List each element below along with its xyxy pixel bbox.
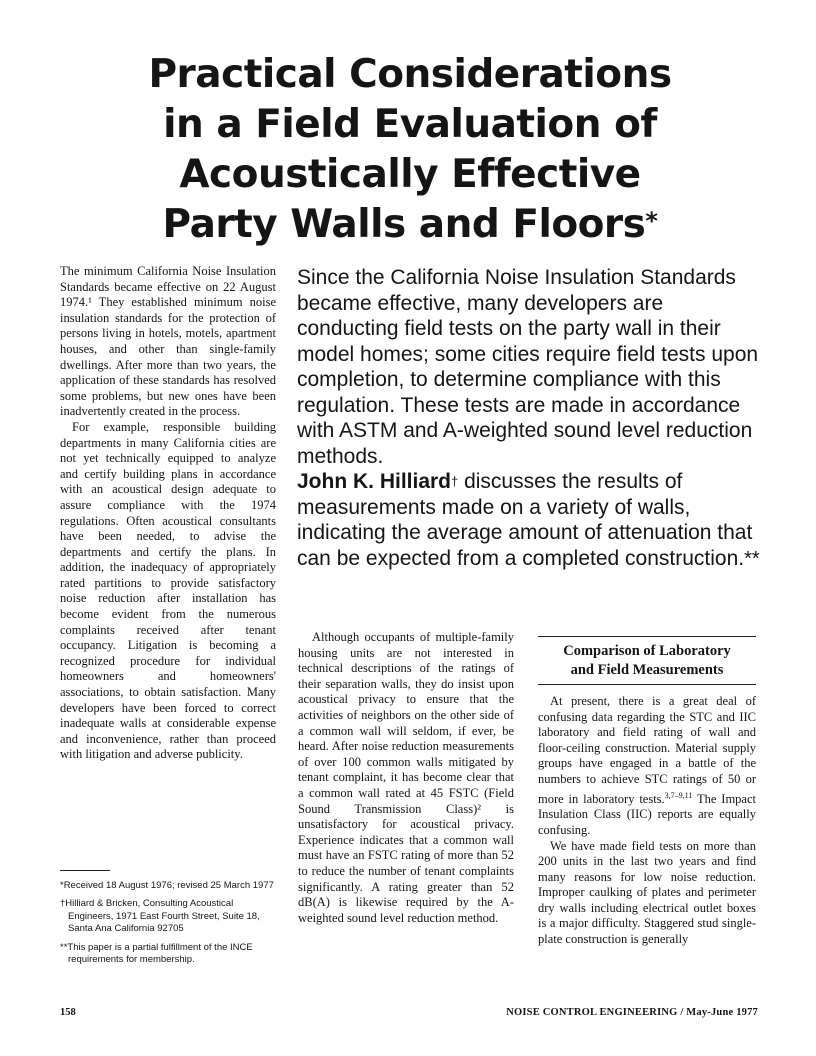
section-heading-line-2: and Field Measurements [570,662,724,678]
column3-paragraph-1-text-a: At present, there is a great deal of confusing data regarding the STC and IIC laboratory and field rating of wall and floor-ceiling construction. Material supply groups have engaged in a battle of the numbers to achieve STC ratings of 50 or more in laboratory tests. [538,694,756,806]
column1-paragraph-2: For example, responsible building departments in many California cities are not yet technically equipped to analyze and certify building plans in accordance with an acoustical design adequate to assure compliance with the 1974 regulations. Often acoustical consultants have been needed, to advise the departments and certify the plans. In addition, the inadequacy of appropriately rated partitions to provide satisfactory noise reduction after installation has become evident from the numerous complaints received after tenant occupancy. Litigation is becoming a recognized procedure for individual homeowners and homeowners' associations, to obtain satisfaction. Many developers have been forced to correct inadequate walls at considerable expense and inconvenience, rather than proceed with litigation and adverse publicity. [60,419,276,762]
column3-paragraph-2: We have made field tests on more than 200 units in the last two years and find many reasons for low noise reduction. Improper caulking of plates and perimeter dry walls including electrical outlet boxes is a major difficulty. Staggered stud single-plate construction is generally [538,838,756,947]
title-line-4 [40,200,780,250]
column1-paragraph-1: The minimum California Noise Insulation Standards became effective on 22 August 1974.¹ They established minimum noise insulation standards for the protection of persons living in hotels, motels, apartment houses, and other than single-family dwellings. After more than two years, the application of these standards has resolved some problems, but new ones have been inadvertently created in the process. [60,264,276,419]
title-line-3: Acoustically Effective [179,152,641,197]
column3-paragraph-1 [538,694,756,839]
body-column-2 [298,630,514,926]
article-title [40,50,780,250]
footnotes [60,880,278,972]
page-number: 158 [60,1007,76,1018]
title-line-4-text: Party Walls and Floors [162,202,646,247]
section-rule-bottom [538,684,756,685]
body-column-3 [538,694,756,948]
section-rule-top [538,636,756,637]
footnote-ince: **This paper is a partial fulfillment of the INCE requirements for membership. [60,941,253,966]
footnote-affiliation: †Hilliard & Bricken, Consulting Acoustical Engineers, 1971 East Fourth Street, Suite 18, Santa Ana California 92705 [60,898,260,935]
author-footnote-marker: † [451,474,459,489]
abstract-text-1: Since the California Noise Insulation Standards became effective, many developers are conducting field tests on the party wall in their model homes; some cities require field tests upon completion, to determine compliance with this regulation. These tests are made in accordance with ASTM and A-weighted sound level reduction methods. [297,266,759,468]
abstract-footnote-marker: ** [744,547,760,570]
reference-marker: 3,7–9,11 [664,790,693,800]
footnote-divider [60,870,110,871]
column2-paragraph-1: Although occupants of multiple-family housing units are not interested in technical descriptions of the ratings of their separation walls, they do insist upon acoustical privacy to ensure that the activities of neighbors on the other side of a common wall will seldom, if ever, be heard. After noise reduction measurements of over 100 common walls mitigated by tenant complaint, it has become clear that a common wall rated at 45 FSTC (Field Sound Transmission Class)² is unsatisfactory for acoustical privacy. Experience indicates that a common wall must have an FSTC rating of more than 52 to reduce the number of tenant complaints significantly. A rating greater than 52 dB(A) is likewise required by the A-weighted sound level reduction method. [298,630,514,925]
title-line-1: Practical Considerations [148,52,672,97]
section-heading-line-1: Comparison of Laboratory [563,643,731,659]
column3-paragraph-1-text-b: The Impact Insulation Class (IIC) reports are equally confusing. [538,791,756,837]
title-line-2: in a Field Evaluation of [163,102,657,147]
journal-running-footer: NOISE CONTROL ENGINEERING / May-June 1977 [506,1007,758,1018]
author-name: John K. Hilliard [297,470,452,493]
article-abstract [297,265,767,572]
footnote-received: *Received 18 August 1976; revised 25 March 1977 [60,880,274,891]
body-column-1 [60,264,276,763]
title-footnote-marker: * [645,207,658,235]
section-heading [538,642,756,680]
abstract-text-2: discusses the results of measurements made on a variety of walls, indicating the average amount of attenuation that can be expected from a completed construction. [297,470,753,570]
